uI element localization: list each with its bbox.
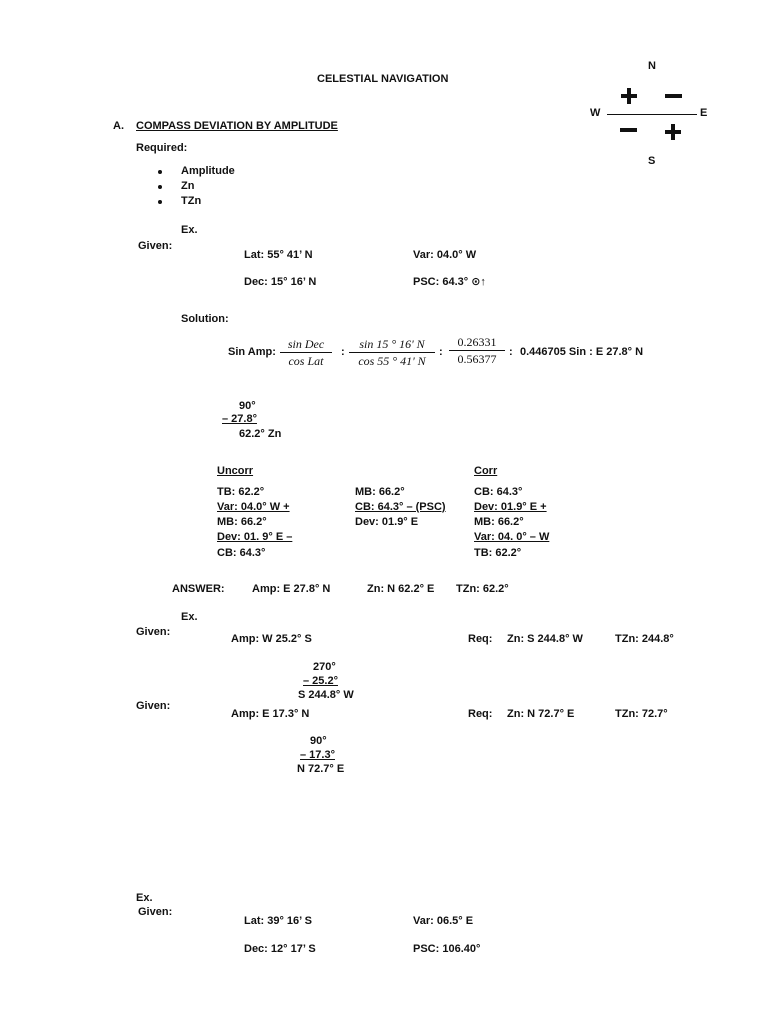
colon: : (341, 346, 345, 358)
colon: : (509, 346, 513, 358)
given-var: Var: 06.5° E (413, 915, 474, 927)
given-psc: PSC: 106.40° (413, 943, 481, 955)
corr-heading: Corr (474, 465, 498, 477)
req-tzn: TZn: 72.7° (615, 708, 668, 720)
given-label: Given: (138, 240, 173, 252)
corr-line: CB: 64.3° (474, 486, 523, 498)
given-label: Given: (136, 626, 171, 638)
given-lat: Lat: 39° 16’ S (244, 915, 312, 927)
calc-line: – 17.3° (300, 749, 335, 761)
calc-result: N 72.7° E (297, 763, 345, 775)
corr-line: TB: 62.2° (474, 547, 522, 559)
middle-line: CB: 64.3° – (PSC) (355, 501, 446, 513)
fraction-numerator: 0.26331 (449, 335, 505, 351)
uncorr-line: CB: 64.3° (217, 547, 266, 559)
req-label: Req: (468, 708, 493, 720)
fraction-values (349, 337, 435, 368)
required-item: Amplitude (181, 165, 235, 177)
compass-north-label: N (648, 60, 656, 72)
fraction-denominator: cos 55 ° 41' N (358, 354, 426, 368)
colon: : (439, 346, 443, 358)
calc-line: 90° (310, 735, 327, 747)
answer-amp: Amp: E 27.8° N (252, 583, 331, 595)
given-amp: Amp: W 25.2° S (231, 633, 312, 645)
calc-line: – 25.2° (303, 675, 338, 687)
req-tzn: TZn: 244.8° (615, 633, 674, 645)
given-label: Given: (136, 700, 171, 712)
given-dec: Dec: 15° 16’ N (244, 276, 317, 288)
answer-tzn: TZn: 62.2° (456, 583, 509, 595)
fraction-denominator: 0.56377 (457, 352, 497, 366)
compass-south-label: S (648, 155, 656, 167)
uncorr-line: MB: 66.2° (217, 516, 267, 528)
given-dec: Dec: 12° 17’ S (244, 943, 316, 955)
given-psc: PSC: 64.3° ⊙↑ (413, 276, 486, 288)
required-item: Zn (181, 180, 195, 192)
given-amp: Amp: E 17.3° N (231, 708, 310, 720)
compass-east-label: E (700, 107, 708, 119)
corr-line: Dev: 01.9° E + (474, 501, 547, 513)
page-title: CELESTIAL NAVIGATION (317, 73, 449, 85)
given-var: Var: 04.0° W (413, 249, 477, 261)
bullet-icon (158, 170, 162, 174)
given-lat: Lat: 55° 41’ N (244, 249, 313, 261)
req-zn: Zn: S 244.8° W (507, 633, 583, 645)
example-label: Ex. (136, 892, 153, 904)
section-title: COMPASS DEVIATION BY AMPLITUDE (136, 120, 338, 132)
calc-line: 90° (239, 400, 256, 412)
section-letter: A. (113, 120, 124, 132)
example-label: Ex. (181, 224, 198, 236)
example-label: Ex. (181, 611, 198, 623)
middle-line: MB: 66.2° (355, 486, 405, 498)
required-label: Required: (136, 142, 188, 154)
sin-amp-label: Sin Amp: (228, 346, 276, 358)
uncorr-line: TB: 62.2° (217, 486, 265, 498)
fraction-sin-dec-over-cos-lat (280, 337, 332, 368)
bullet-icon (158, 200, 162, 204)
req-label: Req: (468, 633, 493, 645)
calc-result: S 244.8° W (298, 689, 354, 701)
answer-label: ANSWER: (172, 583, 225, 595)
fraction-numerator: sin 15 ° 16' N (349, 337, 435, 353)
calc-line: – 27.8° (222, 413, 257, 425)
given-label: Given: (138, 906, 173, 918)
answer-zn: Zn: N 62.2° E (367, 583, 435, 595)
bullet-icon (158, 185, 162, 189)
req-zn: Zn: N 72.7° E (507, 708, 575, 720)
fraction-numerator: sin Dec (280, 337, 332, 353)
corr-line: Var: 04. 0° – W (474, 531, 550, 543)
sin-amp-result: 0.446705 Sin : E 27.8° N (520, 346, 644, 358)
required-item: TZn (181, 195, 202, 207)
middle-line: Dev: 01.9° E (355, 516, 419, 528)
uncorr-line: Var: 04.0° W + (217, 501, 290, 513)
compass-west-label: W (590, 107, 601, 119)
calc-line: 270° (313, 661, 336, 673)
uncorr-heading: Uncorr (217, 465, 254, 477)
fraction-decimals (449, 335, 505, 366)
uncorr-line: Dev: 01. 9° E – (217, 531, 293, 543)
solution-label: Solution: (181, 313, 229, 325)
corr-line: MB: 66.2° (474, 516, 524, 528)
calc-result: 62.2° Zn (239, 428, 282, 440)
compass-axis-line (607, 114, 697, 115)
fraction-denominator: cos Lat (288, 354, 324, 368)
